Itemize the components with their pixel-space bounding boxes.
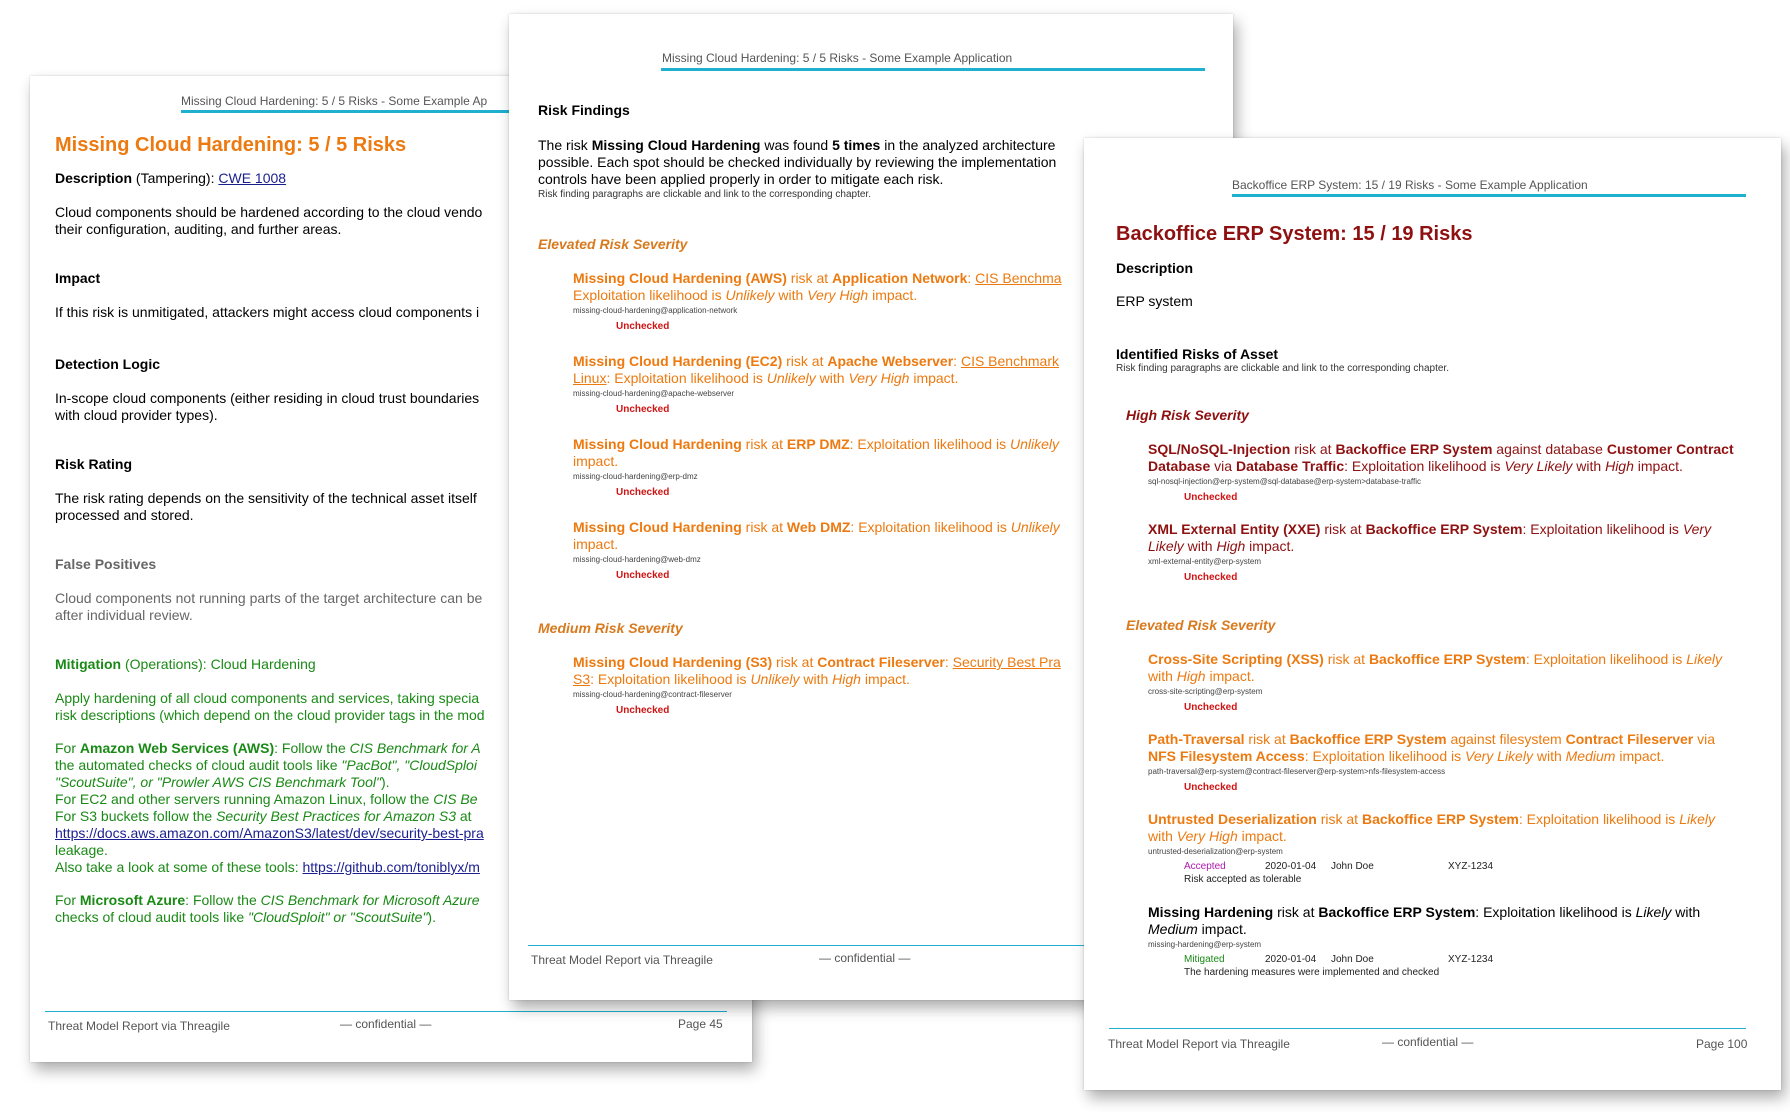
mitigation-line-2: risk descriptions (which depend on the cloud provider tags in the mod: [55, 707, 485, 723]
risk-finding-erp-dmz[interactable]: Missing Cloud Hardening risk at ERP DMZ: Exploitation likelihood is Unlikely: [573, 436, 1059, 452]
risk-finding-web-dmz[interactable]: Missing Cloud Hardening risk at Web DMZ: Exploitation likelihood is Unlikely: [573, 519, 1060, 535]
report-page-100: [1084, 138, 1781, 1090]
false-positives-line-2: after individual review.: [55, 607, 193, 623]
status-person: John Doe: [1331, 954, 1374, 965]
description-label: Description: [55, 170, 133, 186]
identified-risks-heading: Identified Risks of Asset: [1116, 346, 1279, 362]
ec2-line: For EC2 and other servers running Amazon Linux, follow the CIS Be: [55, 791, 478, 807]
risk-id: untrusted-deserialization@erp-system: [1148, 847, 1283, 856]
status-date: 2020-01-04: [1265, 954, 1317, 965]
intro-line-3: controls have been applied properly in order to mitigate each risk.: [538, 171, 944, 187]
risk-finding-xxe-line-2: Likely with High impact.: [1148, 538, 1295, 554]
risk-id: missing-hardening@erp-system: [1148, 940, 1262, 949]
risk-finding-xss-line-2: with High impact.: [1148, 668, 1255, 684]
rating-line-1: The risk rating depends on the sensitivity of the technical asset itself: [55, 490, 477, 506]
status-badge: Mitigated: [1184, 954, 1225, 965]
risk-finding-s3-line-2: S3: Exploitation likelihood is Unlikely with High impact.: [573, 671, 910, 687]
status-badge: Unchecked: [616, 321, 670, 332]
status-badge: Unchecked: [1184, 492, 1238, 503]
false-positives-line-1: Cloud components not running parts of the target architecture can be: [55, 590, 483, 606]
description-heading: [55, 170, 286, 187]
status-ticket: XYZ-1234: [1448, 861, 1494, 872]
risk-id: missing-cloud-hardening@apache-webserver: [573, 389, 735, 398]
status-badge: Unchecked: [616, 487, 670, 498]
status-person: John Doe: [1331, 861, 1374, 872]
impact-heading: Impact: [55, 270, 101, 286]
status-badge: Unchecked: [616, 404, 670, 415]
footer-rule: [1109, 1028, 1746, 1029]
azure-line-2: checks of cloud audit tools like "CloudSploit" or "ScoutSuite").: [55, 909, 436, 925]
footer-left: Threat Model Report via Threagile: [1108, 1037, 1290, 1051]
status-badge: Accepted: [1184, 861, 1226, 872]
s3-docs-link[interactable]: https://docs.aws.amazon.com/AmazonS3/latest/dev/security-best-pra: [55, 825, 484, 841]
risk-finding-erp-dmz-line-2: impact.: [573, 453, 619, 469]
rating-line-2: processed and stored.: [55, 507, 194, 523]
mitigation-line-1: Apply hardening of all cloud components and services, taking specia: [55, 690, 480, 706]
status-badge: Unchecked: [1184, 702, 1238, 713]
risk-finding-sql-injection-line-2: Database via Database Traffic: Exploitation likelihood is Very Likely with High impact.: [1148, 458, 1683, 474]
description-heading: Description: [1116, 260, 1194, 276]
risk-finding-path-traversal[interactable]: Path-Traversal risk at Backoffice ERP System against filesystem Contract Fileserver via: [1148, 731, 1716, 747]
medium-severity-heading: Medium Risk Severity: [538, 620, 683, 636]
footer-page-number: Page 45: [678, 1017, 723, 1031]
risk-finding-ec2-line-2: Linux: Exploitation likelihood is Unlikely with Very High impact.: [573, 370, 959, 386]
risk-finding-web-dmz-line-2: impact.: [573, 536, 619, 552]
status-date: 2020-01-04: [1265, 861, 1317, 872]
page-header: Missing Cloud Hardening: 5 / 5 Risks - Some Example Ap: [181, 94, 488, 108]
elevated-severity-heading: Elevated Risk Severity: [1126, 617, 1276, 633]
description-line-1: Cloud components should be hardened according to the cloud vendo: [55, 204, 483, 220]
aws-line-3: "ScoutSuite", or "Prowler AWS CIS Benchmark Tool").: [55, 774, 390, 790]
footer-confidential: — confidential —: [819, 951, 911, 965]
footer-page-number: Page 100: [1696, 1037, 1748, 1051]
risk-finding-ec2[interactable]: Missing Cloud Hardening (EC2) risk at Apache Webserver: CIS Benchmark: [573, 353, 1059, 369]
mitigation-heading: [55, 656, 316, 673]
page-header: Missing Cloud Hardening: 5 / 5 Risks - Some Example Application: [662, 51, 1013, 65]
risk-finding-missing-hardening-line-2: Medium impact.: [1148, 921, 1247, 937]
risk-id: missing-cloud-hardening@contract-fileserver: [573, 690, 732, 699]
azure-line-1: For Microsoft Azure: Follow the CIS Benchmark for Microsoft Azure: [55, 892, 480, 908]
intro-line-2: possible. Each spot should be checked individually by reviewing the implementation: [538, 154, 1057, 170]
risk-id: missing-cloud-hardening@application-network: [573, 306, 738, 315]
risk-finding-s3[interactable]: Missing Cloud Hardening (S3) risk at Contract Fileserver: Security Best Pra: [573, 654, 1061, 670]
s3-line: For S3 buckets follow the Security Best Practices for Amazon S3 at: [55, 808, 472, 824]
risk-id: missing-cloud-hardening@erp-dmz: [573, 472, 698, 481]
clickable-note: Risk finding paragraphs are clickable and link to the corresponding chapter.: [1116, 363, 1449, 374]
status-ticket: XYZ-1234: [1448, 954, 1494, 965]
status-note: Risk accepted as tolerable: [1184, 874, 1302, 885]
risk-finding-aws-line-2: Exploitation likelihood is Unlikely with Very High impact.: [573, 287, 918, 303]
risk-finding-path-traversal-line-2: NFS Filesystem Access: Exploitation likelihood is Very Likely with Medium impact.: [1148, 748, 1665, 764]
status-note: The hardening measures were implemented and checked: [1184, 967, 1440, 978]
aws-line-1: For Amazon Web Services (AWS): Follow the CIS Benchmark for A: [55, 740, 481, 756]
leakage-line: leakage.: [55, 842, 108, 858]
header-rule: [661, 68, 1205, 71]
high-severity-heading: High Risk Severity: [1126, 407, 1249, 423]
risk-id: cross-site-scripting@erp-system: [1148, 687, 1263, 696]
description-text: ERP system: [1116, 293, 1193, 309]
elevated-severity-heading: Elevated Risk Severity: [538, 236, 688, 252]
status-badge: Unchecked: [1184, 572, 1238, 583]
risk-finding-xxe[interactable]: XML External Entity (XXE) risk at Backoffice ERP System: Exploitation likelihood is Very: [1148, 521, 1712, 537]
risk-id: sql-nosql-injection@erp-system@sql-database@erp-system>database-traffic: [1148, 477, 1421, 486]
footer-left: Threat Model Report via Threagile: [48, 1019, 230, 1033]
description-type: (Tampering):: [132, 170, 219, 186]
description-line-2: their configuration, auditing, and further areas.: [55, 221, 342, 237]
page-header: Backoffice ERP System: 15 / 19 Risks - Some Example Application: [1232, 178, 1588, 192]
status-badge: Unchecked: [616, 570, 670, 581]
risk-finding-xss[interactable]: Cross-Site Scripting (XSS) risk at Backoffice ERP System: Exploitation likelihood is Likely: [1148, 651, 1722, 667]
page-title: Backoffice ERP System: 15 / 19 Risks: [1116, 223, 1473, 245]
impact-text: If this risk is unmitigated, attackers might access cloud components i: [55, 304, 480, 320]
risk-finding-missing-hardening[interactable]: Missing Hardening risk at Backoffice ERP System: Exploitation likelihood is Likely with: [1148, 904, 1701, 920]
page-title: Missing Cloud Hardening: 5 / 5 Risks: [55, 134, 407, 156]
aws-line-2: the automated checks of cloud audit tools like "PacBot", "CloudSploi: [55, 757, 477, 773]
footer-left: Threat Model Report via Threagile: [531, 953, 713, 967]
risk-finding-untrusted-deserialization-line-2: with Very High impact.: [1148, 828, 1287, 844]
detection-line-1: In-scope cloud components (either residing in cloud trust boundaries: [55, 390, 480, 406]
footer-confidential: — confidential —: [340, 1017, 432, 1031]
clickable-note: Risk finding paragraphs are clickable and link to the corresponding chapter.: [538, 189, 871, 200]
risk-finding-aws[interactable]: Missing Cloud Hardening (AWS) risk at Application Network: CIS Benchma: [573, 270, 1062, 286]
footer-rule: [45, 1011, 727, 1012]
detection-heading: Detection Logic: [55, 356, 161, 372]
risk-finding-sql-injection[interactable]: SQL/NoSQL-Injection risk at Backoffice ERP System against database Customer Contract: [1148, 441, 1734, 457]
risk-id: xml-external-entity@erp-system: [1148, 557, 1262, 566]
risk-id: path-traversal@erp-system@contract-fileserver@erp-system>nfs-filesystem-access: [1148, 767, 1446, 776]
intro-line-1: The risk Missing Cloud Hardening was found 5 times in the analyzed architecture: [538, 137, 1056, 153]
detection-line-2: with cloud provider types).: [55, 407, 218, 423]
mitigation-label: Mitigation: [55, 656, 122, 672]
rating-heading: Risk Rating: [55, 456, 133, 472]
status-badge: Unchecked: [616, 705, 670, 716]
cwe-link[interactable]: CWE 1008: [218, 170, 287, 186]
mitigation-type: (Operations): Cloud Hardening: [121, 656, 316, 672]
false-positives-heading: False Positives: [55, 556, 157, 572]
page-title: Risk Findings: [538, 102, 630, 118]
github-tools-link[interactable]: https://github.com/toniblyx/m: [302, 859, 480, 875]
risk-id: missing-cloud-hardening@web-dmz: [573, 555, 701, 564]
risk-finding-untrusted-deserialization[interactable]: Untrusted Deserialization risk at Backoffice ERP System: Exploitation likelihood is Likely: [1148, 811, 1715, 827]
header-rule: [1232, 194, 1746, 197]
status-badge: Unchecked: [1184, 782, 1238, 793]
footer-confidential: — confidential —: [1382, 1035, 1474, 1049]
tools-line: Also take a look at some of these tools: https://github.com/toniblyx/m: [55, 859, 480, 875]
